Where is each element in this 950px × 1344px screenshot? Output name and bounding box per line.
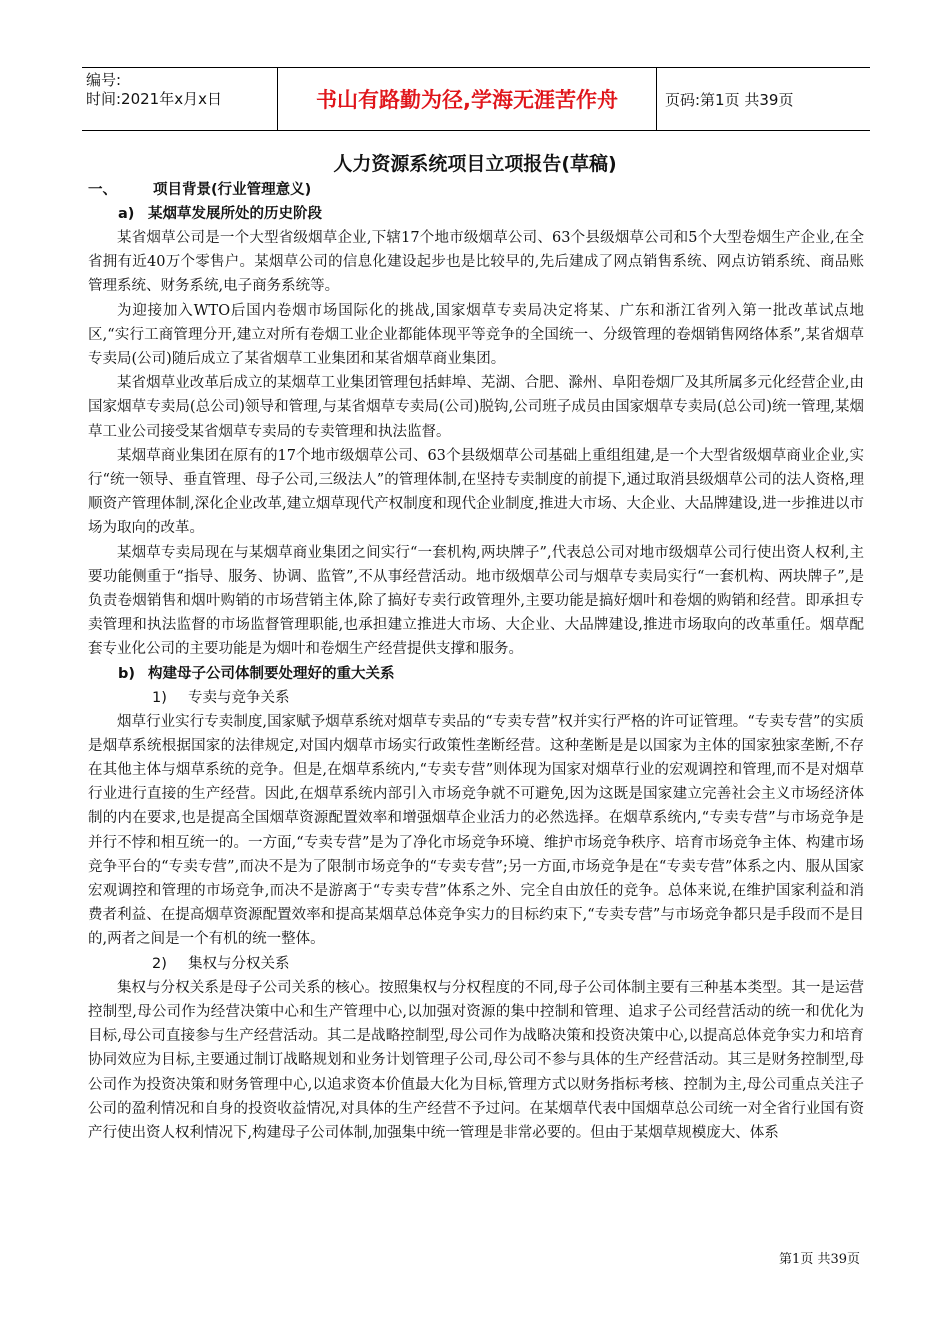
document-body [88,178,864,1145]
section-title: 项目背景(行业管理意义) [153,182,312,198]
section-heading [88,178,864,202]
subsection-number: b) [118,665,136,682]
item-heading-1 [88,686,864,710]
time-label: 时间:2021年x月x日 [86,90,222,108]
section-number: 一、 [88,182,117,198]
page-footer: 第1页 共39页 [779,1252,860,1267]
header-motto: 书山有路勤为径,学海无涯苦作舟 [278,68,657,130]
header-meta [82,68,278,130]
paragraph: 集权与分权关系是母子公司关系的核心。按照集权与分权程度的不同,母子公司体制主要有三种基本类型。其一是运营控制型,母公司作为经营决策中心和生产管理中心,以加强对资源的集中控制和管理、追求子公司经营活动的统一和优化为目标,母公司直接参与生产经营活动。其二是战略控制型,母公司作为战略决策和投资决策中心,以提高总体竞争实力和培育协同效应为目标,主要通过制订战略规划和业务计划管理子公司,母公司不参与具体的生产经营活动。其三是财务控制型,母公司作为投资决策和财务管理中心,以追求资本价值最大化为目标,管理方式以财务指标考核、控制为主,母公司重点关注子公司的盈利情况和自身的投资收益情况,对具体的生产经营不予过问。在某烟草代表中国烟草总公司统一对全省行业国有资产行使出资人权利情况下,构建母子公司体制,加强集中统一管理是非常必要的。但由于某烟草规模庞大、体系 [88,979,864,1141]
item-heading-2 [88,952,864,976]
paragraph: 某烟草商业集团在原有的17个地市级烟草公司、63个县级烟草公司基础上重组组建,是一个大型省级烟草商业企业,实行“统一领导、垂直管理、母子公司,三级法人”的管理体制,在坚持专卖制度的前提下,通过取消县级烟草公司的法人资格,理顺资产管理体制,深化企业改革,建立烟草现代产权制度和现代企业制度,推进大市场、大企业、大品牌建设,进一步推进以市场为取向的改革。 [88,447,864,537]
paragraph: 烟草行业实行专卖制度,国家赋予烟草系统对烟草专卖品的“专卖专营”权并实行严格的许可证管理。“专卖专营”的实质是烟草系统根据国家的法律规定,对国内烟草市场实行政策性垄断经营。这种垄断是是以国家为主体的国家独家垄断,不存在其他主体与烟草系统的竞争。但是,在烟草系统内,“专卖专营”则体现为国家对烟草行业的宏观调控和管理,而不是对烟草行业进行直接的生产经营。因此,在烟草系统内部引入市场竞争就不可避免,因为这既是国家建立完善社会主义市场经济体制的内在要求,也是提高全国烟草资源配置效率和增强烟草企业活力的必然选择。在烟草系统内,“专卖专营”与市场竞争是并行不悖和相互统一的。一方面,“专卖专营”是为了净化市场竞争环境、维护市场竞争秩序、培育市场竞争主体、构建市场竞争平台的“专卖专营”,而决不是为了限制市场竞争的“专卖专营”;另一方面,市场竞争是在“专卖专营”体系之内、服从国家宏观调控和管理的市场竞争,而决不是游离于“专卖专营”体系之外、完全自由放任的竞争。总体来说,在维护国家利益和消费者利益、在提高烟草资源配置效率和提高某烟草总体竞争实力的目标约束下,“专卖专营”与市场竞争都只是手段而不是目的,两者之间是一个有机的统一整体。 [88,713,864,948]
paragraph: 某省烟草公司是一个大型省级烟草企业,下辖17个地市级烟草公司、63个县级烟草公司和5个大型卷烟生产企业,在全省拥有近40万个零售户。某烟草公司的信息化建设起步也是比较早的,先后建成了网点销售系统、网点访销系统、商品账管理系统、财务系统,电子商务系统等。 [88,230,864,295]
page-header [82,67,870,131]
paragraph: 为迎接加入WTO后国内卷烟市场国际化的挑战,国家烟草专卖局决定将某、广东和浙江省列入第一批改革试点地区,“实行工商管理分开,建立对所有卷烟工业企业都能体现平等竞争的全国统一、分级管理的卷烟销售网络体系”,某省烟草专卖局(公司)随后成立了某省烟草工业集团和某省烟草商业集团。 [88,302,864,368]
header-page-label: 页码:第1页 共39页 [665,90,794,109]
subsection-heading-b [88,662,864,686]
item-number: 1) [152,689,167,706]
paragraph: 某省烟草业改革后成立的某烟草工业集团管理包括蚌埠、芜湖、合肥、滁州、阜阳卷烟厂及其所属多元化经营企业,由国家烟草专卖局(总公司)领导和管理,与某省烟草专卖局(公司)脱钩,公司班子成员由国家烟草专卖局(总公司)统一管理,某烟草工业公司接受某省烟草专卖局的专卖管理和执法监督。 [88,375,864,440]
subsection-title: 某烟草发展所处的历史阶段 [148,206,322,222]
item-title: 专卖与竞争关系 [188,689,290,706]
item-title: 集权与分权关系 [188,955,290,972]
subsection-number: a) [118,206,135,222]
subsection-heading-a [88,202,864,226]
paragraph: 某烟草专卖局现在与某烟草商业集团之间实行“一套机构,两块牌子”,代表总公司对地市级烟草公司行使出资人权利,主要功能侧重于“指导、服务、协调、监管”,不从事经营活动。地市级烟草公司与烟草专卖局实行“一套机构、两块牌子”,是负责卷烟销售和烟叶购销的市场营销主体,除了搞好专卖行政管理外,主要功能是搞好烟叶和卷烟的购销和经营。即承担专卖管理和执法监督的市场监督管理职能,也承担建立推进大市场、大企业、大品牌建设,推进市场取向的改革重任。烟草配套专业化公司的主要功能是为烟叶和卷烟生产经营提供支撑和服务。 [88,544,864,658]
document-title: 人力资源系统项目立项报告(草稿) [333,153,617,175]
subsection-title: 构建母子公司体制要处理好的重大关系 [148,665,395,682]
number-label: 编号: [86,71,122,89]
item-number: 2) [152,955,167,972]
